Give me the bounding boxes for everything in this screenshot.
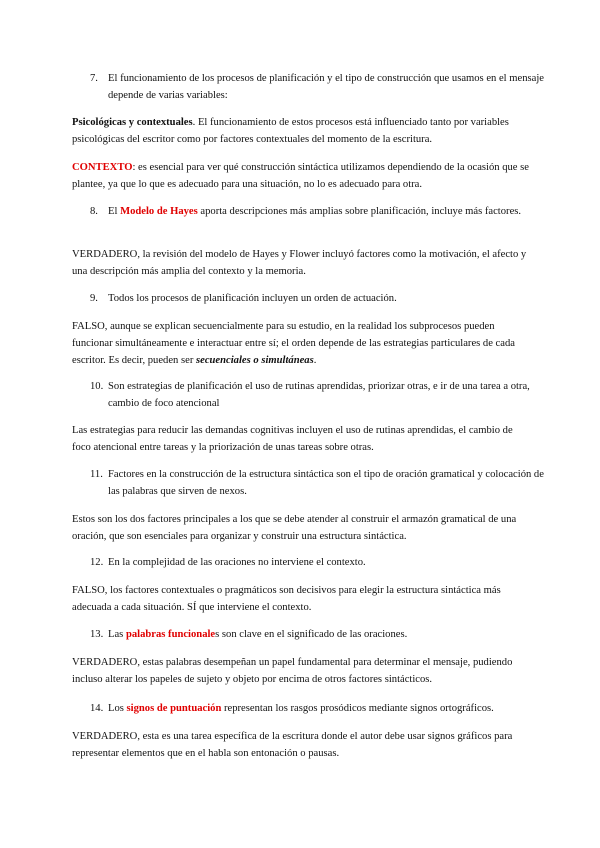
question-text-before: El bbox=[108, 206, 121, 217]
answer-end: . bbox=[313, 355, 317, 366]
answer-13 bbox=[72, 654, 530, 688]
question-number: 10. bbox=[90, 381, 104, 392]
answer-text: : es esencial para ver qué construcción sintáctica utilizamos dependiendo de la ocasión que se plantee, ya que lo que es adecuado para una situación, no lo es adecuado para otra. bbox=[72, 162, 529, 190]
answer-text: Las estrategias para reducir las demandas cognitivas incluyen el uso de rutinas aprendidas, el cambio de foco atencional entre tareas y la priorización de unas tareas sobre otras. bbox=[72, 425, 513, 453]
answer-text: FALSO, los factores contextuales o pragmáticos son decisivos para elegir la estructura sintáctica más adecuada a cada situación. SÍ que interviene el contexto. bbox=[72, 585, 501, 613]
answer-text: FALSO, aunque se explican secuencialmente para su estudio, en la realidad los subprocesos pueden funcionar simultáneamente e interactuar entre sí; el orden depende de las estrategias particulares de cada escritor. Es decir, pueden ser bbox=[72, 321, 515, 366]
answer-10 bbox=[72, 422, 530, 456]
question-13 bbox=[90, 626, 548, 643]
question-number: 7. bbox=[90, 73, 98, 84]
question-8 bbox=[90, 203, 548, 220]
question-text-before: Las bbox=[108, 629, 126, 640]
question-7 bbox=[90, 70, 548, 104]
answer-text: . El funcionamiento de estos procesos está influenciado tanto por variables psicológicas del escritor como por factores contextuales del momento de la escritura. bbox=[72, 117, 509, 145]
question-10 bbox=[90, 378, 548, 412]
answer-text: VERDADERO, estas palabras desempeñan un papel fundamental para determinar el mensaje, pudiendo incluso alterar los papeles de sujeto y objeto por encima de otros factores sintácticos. bbox=[72, 657, 513, 685]
answer-8 bbox=[72, 246, 530, 280]
answer-text: VERDADERO, la revisión del modelo de Hayes y Flower incluyó factores como la motivación, el afecto y una descripción más amplia del contexto y la memoria. bbox=[72, 249, 527, 277]
question-highlight: Modelo de Hayes bbox=[120, 206, 198, 217]
question-9 bbox=[90, 290, 548, 307]
answer-psicologicas bbox=[72, 114, 530, 148]
question-12 bbox=[90, 554, 548, 571]
answer-text: VERDADERO, esta es una tarea específica de la escritura donde el autor debe usar signos gráficos para representar elementos que en el habla son entonación o pausas. bbox=[72, 731, 513, 759]
question-text: En la complejidad de las oraciones no interviene el contexto. bbox=[108, 557, 366, 568]
answer-text: Estos son los dos factores principales a los que se debe atender al construir el armazón gramatical de una oración, que son esenciales para organizar y construir una estructura sintáctica. bbox=[72, 514, 517, 542]
answer-11 bbox=[72, 511, 530, 545]
question-number: 9. bbox=[90, 293, 98, 304]
answer-14 bbox=[72, 728, 530, 762]
answer-label-highlight: CONTEXTO bbox=[72, 162, 133, 173]
question-highlight: signos de puntuación bbox=[126, 703, 222, 714]
question-text-after: representan los rasgos prosódicos mediante signos ortográficos. bbox=[221, 703, 494, 714]
question-number: 13. bbox=[90, 629, 104, 640]
question-text: Son estrategias de planificación el uso de rutinas aprendidas, priorizar otras, e ir de una tarea a otra, cambio de foco atencional bbox=[108, 381, 530, 409]
question-11 bbox=[90, 466, 548, 500]
question-number: 8. bbox=[90, 206, 98, 217]
question-highlight: palabras funcionale bbox=[125, 629, 216, 640]
question-number: 14. bbox=[90, 703, 104, 714]
answer-contexto bbox=[72, 159, 530, 193]
answer-emphasis: secuenciales o simultáneas bbox=[196, 355, 314, 366]
question-text-after: s son clave en el significado de las oraciones. bbox=[215, 629, 408, 640]
question-text: Todos los procesos de planificación incluyen un orden de actuación. bbox=[108, 293, 397, 304]
answer-12 bbox=[72, 582, 530, 616]
question-number: 12. bbox=[90, 557, 104, 568]
question-text: Factores en la construcción de la estructura sintáctica son el tipo de oración gramatical y colocación de las palabras que sirven de nexos. bbox=[108, 469, 544, 497]
answer-9 bbox=[72, 318, 530, 369]
question-text: El funcionamiento de los procesos de planificación y el tipo de construcción que usamos en el mensaje depende de varias variables: bbox=[108, 73, 544, 101]
answer-label: Psicológicas y contextuales bbox=[72, 117, 193, 128]
question-text-after: aporta descripciones más amplias sobre planificación, incluye más factores. bbox=[197, 206, 522, 217]
question-text-before: Los bbox=[108, 703, 127, 714]
question-number: 11. bbox=[90, 469, 103, 480]
question-14 bbox=[90, 700, 548, 717]
